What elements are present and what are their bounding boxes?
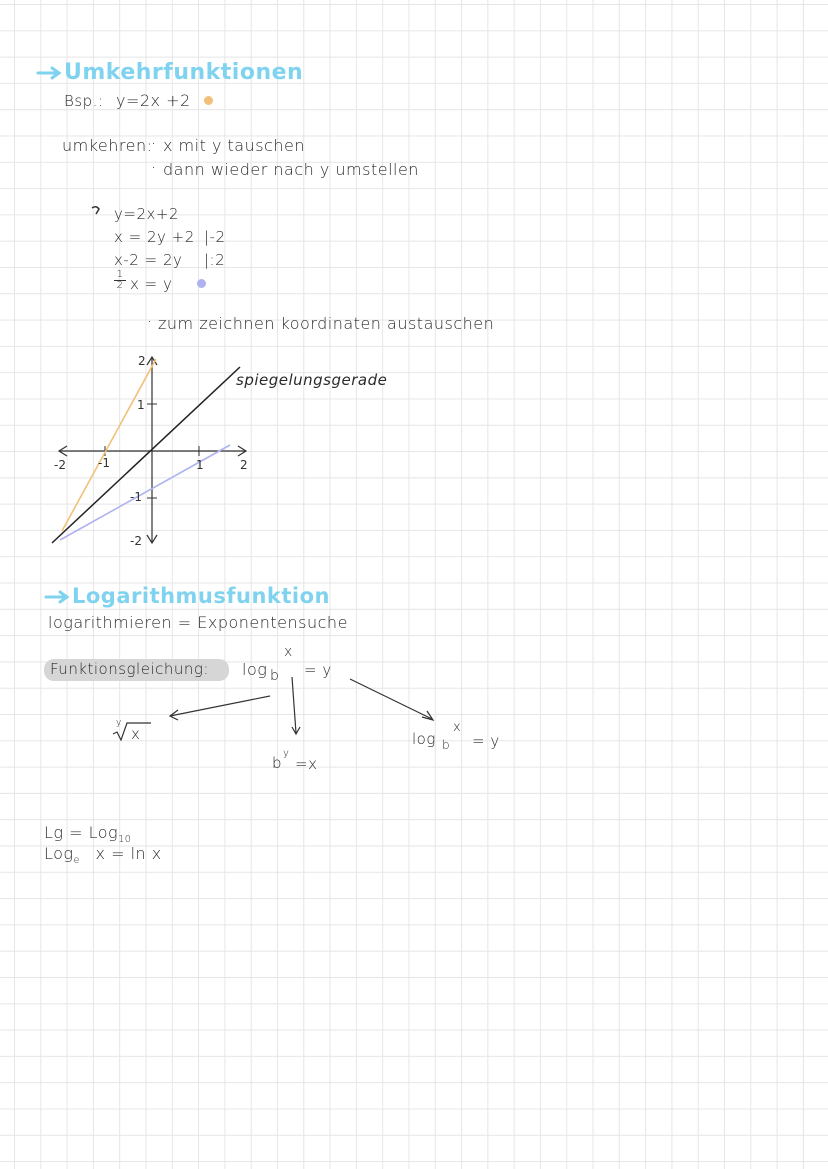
section-title-umkehrfunktionen: Umkehrfunktionen [64, 60, 304, 85]
tick-y-1: 1 [137, 398, 145, 412]
equation-label: Funktionsgleichung: [50, 660, 209, 678]
root-arg: x [131, 725, 141, 743]
tick-y-neg1: -1 [130, 490, 142, 504]
step-2: dann wieder nach y umstellen [163, 160, 419, 179]
example-equation: y=2x +2 [116, 91, 191, 110]
log-definition: logarithmieren = Exponentensuche [48, 613, 348, 632]
lg-line: Lg = Log$_{10}$ [44, 823, 132, 846]
tick-x-neg1: -1 [98, 456, 110, 470]
result-center-base: b [272, 754, 283, 772]
ln-base: e [73, 855, 80, 867]
eq-log: log [242, 660, 268, 679]
calc-op-2: |-2 [204, 228, 226, 246]
tick-y-neg2: -2 [130, 534, 142, 548]
arrows-diagram [150, 665, 450, 745]
eq-base: b [270, 668, 280, 684]
result-right-x: x [453, 720, 462, 735]
tick-x-1: 1 [196, 458, 204, 472]
ln-line: Log$_e$ x = ln x [44, 844, 162, 867]
orange-marker-dot [204, 96, 213, 105]
example-label: Bsp.: [64, 92, 104, 110]
step-1: x mit y tauschen [163, 136, 305, 155]
calc-line-4: x = y [130, 275, 173, 293]
section-title-logarithmusfunktion: Logarithmusfunktion [72, 584, 331, 608]
calc-line-3: x-2 = 2y [114, 251, 183, 269]
draw-note: zum zeichnen koordinaten austauschen [158, 314, 495, 333]
calc-op-3: |:2 [204, 251, 226, 269]
result-right-rest: = y [472, 732, 500, 750]
purple-line [60, 445, 230, 540]
orange-line [62, 359, 156, 531]
reverse-label: umkehren: [62, 136, 153, 155]
heading-arrow-icon-2 [46, 592, 70, 602]
step-bullet-2: · [151, 158, 157, 177]
purple-marker-dot [197, 279, 206, 288]
result-center-exp: y [283, 748, 290, 759]
arrow-bullet-icon [90, 205, 102, 217]
result-right-log: log [412, 730, 436, 748]
tick-y-2: 2 [138, 354, 146, 368]
calc-line-2: x = 2y +2 [114, 228, 195, 246]
tick-x-neg2: -2 [54, 458, 66, 472]
mirror-line-label: spiegelungsgerade [236, 371, 388, 389]
step-bullet-1: · [151, 134, 157, 153]
calc-fraction: 1 2 [114, 270, 126, 291]
result-right-base: b [442, 738, 451, 752]
result-center-rest: =x [295, 755, 318, 773]
eq-x: x [284, 644, 293, 660]
heading-arrow-icon [38, 68, 62, 78]
draw-note-bullet: · [147, 312, 153, 331]
tick-x-2: 2 [240, 458, 248, 472]
calc-line-1: y=2x+2 [114, 205, 179, 223]
root-index: y [116, 718, 122, 728]
eq-rest: = y [304, 661, 332, 679]
lg-subscript: 10 [118, 834, 132, 846]
